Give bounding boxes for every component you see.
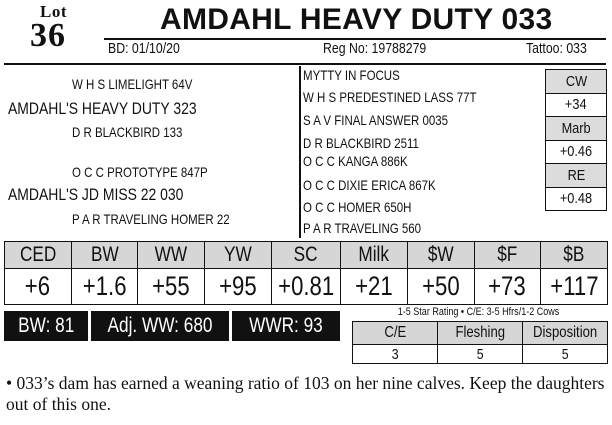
rating-value-disposition: 5 <box>561 345 569 363</box>
carcass-value-cw: +34 <box>546 94 606 118</box>
carcass-value-marb: +0.46 <box>546 141 606 165</box>
pedigree-divider <box>299 66 301 238</box>
epd-col-ced <box>5 242 72 304</box>
epd-col-yw <box>205 242 272 304</box>
dam-name: AMDAHL'S JD MISS 22 030 <box>8 185 184 204</box>
epd-col-b-dollar <box>541 242 607 304</box>
epd-col-bw <box>72 242 139 304</box>
dam-dam-sire: O C C HOMER 650H <box>303 199 412 215</box>
sire-name: AMDAHL'S HEAVY DUTY 323 <box>8 99 197 118</box>
epd-col-sc <box>272 242 341 304</box>
epd-value: +21 <box>355 271 393 301</box>
epd-col-f-dollar <box>475 242 542 304</box>
tattoo: Tattoo: 033 <box>526 40 587 57</box>
carcass-header-marb: Marb <box>546 117 606 141</box>
rating-header-ce: C/E <box>353 322 438 344</box>
pedigree-top-rule <box>4 63 606 65</box>
sire-sire-dam: W H S PREDESTINED LASS 77T <box>303 89 477 105</box>
epd-value: +0.81 <box>277 271 334 301</box>
epd-label: Milk <box>358 243 390 266</box>
epd-label: BW <box>90 243 119 266</box>
epd-value: +55 <box>152 271 191 301</box>
epd-value: +117 <box>549 271 599 301</box>
epd-table <box>4 241 608 305</box>
animal-title: AMDAHL HEAVY DUTY 033 <box>160 3 553 36</box>
weaning-weight-ratio-badge: WWR: 93 <box>232 311 340 341</box>
dam-dam: P A R TRAVELING HOMER 22 <box>72 211 230 227</box>
sire-sire-sire: MYTTY IN FOCUS <box>303 67 400 83</box>
sire-dam-dam: D R BLACKBIRD 2511 <box>303 135 419 151</box>
registration-number: Reg No: 19788279 <box>323 40 427 57</box>
rating-caption: 1-5 Star Rating • C/E: 3-5 Hfrs/1-2 Cows <box>398 306 560 318</box>
epd-value: +95 <box>219 271 257 301</box>
epd-label: $F <box>497 243 518 266</box>
adjusted-weaning-weight-badge: Adj. WW: 680 <box>91 311 229 341</box>
rating-header-fleshing: Fleshing <box>438 322 523 344</box>
dam-sire: O C C PROTOTYPE 847P <box>72 164 208 180</box>
sire-dam-sire: S A V FINAL ANSWER 0035 <box>303 112 449 128</box>
birth-weight-badge: BW: 81 <box>4 311 88 341</box>
rating-header-disposition: Disposition <box>532 324 598 341</box>
rating-value-ce: 3 <box>353 345 438 363</box>
dam-dam-dam: P A R TRAVELING 560 <box>303 220 422 236</box>
epd-col-w-dollar <box>408 242 475 304</box>
epd-label: $W <box>427 243 454 266</box>
epd-col-ww <box>138 242 205 304</box>
carcass-table <box>545 69 607 211</box>
epd-label: YW <box>224 243 252 266</box>
epd-value: +73 <box>488 271 527 301</box>
sire-dam: D R BLACKBIRD 133 <box>72 124 183 140</box>
epd-value: +1.6 <box>82 271 127 301</box>
epd-label: CED <box>19 243 57 266</box>
lot-number: 36 <box>30 17 66 54</box>
sire-sire: W H S LIMELIGHT 64V <box>72 76 193 92</box>
lot-note: • 033’s dam has earned a weaning ratio of 103 on her nine calves. Keep the daughters out of this one. <box>6 373 605 414</box>
rating-table <box>352 321 608 364</box>
rating-value-fleshing: 5 <box>438 345 523 363</box>
epd-col-milk <box>341 242 408 304</box>
dam-sire-dam: O C C DIXIE ERICA 867K <box>303 177 436 193</box>
epd-label: WW <box>154 243 188 266</box>
epd-value: +6 <box>25 271 51 301</box>
epd-label: SC <box>294 243 318 266</box>
lot-label: Lot <box>40 2 67 21</box>
epd-label: $B <box>563 243 585 266</box>
carcass-header-cw: CW <box>546 70 606 94</box>
birth-date: BD: 01/10/20 <box>108 40 180 57</box>
carcass-header-re: RE <box>546 164 606 188</box>
carcass-value-re: +0.48 <box>559 190 593 208</box>
epd-value: +50 <box>421 271 460 301</box>
dam-sire-sire: O C C KANGA 886K <box>303 153 408 169</box>
